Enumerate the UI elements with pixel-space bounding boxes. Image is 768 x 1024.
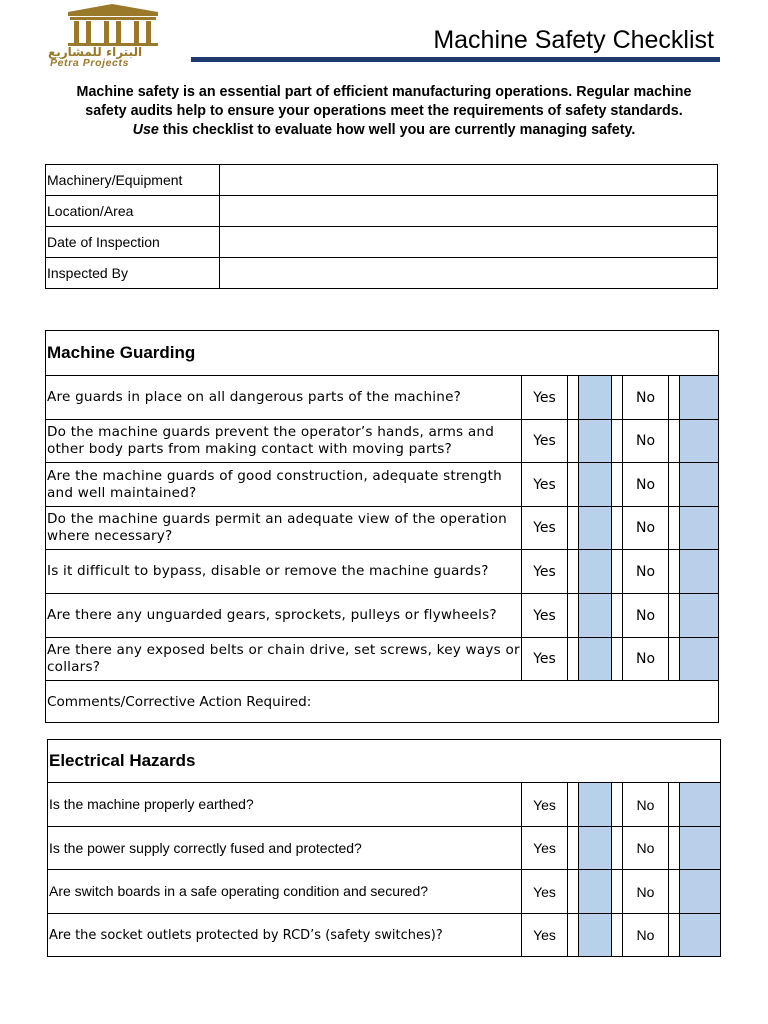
- yes-label: Yes: [522, 420, 568, 463]
- info-row: [46, 165, 718, 196]
- spacer-cell: [669, 870, 680, 914]
- machine-guarding-section: [45, 330, 719, 723]
- yes-checkbox[interactable]: [579, 507, 612, 550]
- no-checkbox[interactable]: [680, 638, 719, 681]
- comments-field[interactable]: Comments/Corrective Action Required:: [46, 681, 719, 723]
- spacer-cell: [568, 376, 579, 420]
- spacer-cell: [612, 638, 623, 681]
- title-rule: [191, 57, 720, 62]
- inspector-field[interactable]: [220, 258, 718, 289]
- section-heading: Electrical Hazards: [48, 740, 721, 783]
- intro-line-3-rest: this checklist to evaluate how well you are currently managing safety.: [158, 122, 636, 138]
- question-text: Are the machine guards of good construction, adequate strength and well maintained?: [46, 463, 522, 507]
- no-label: No: [623, 550, 669, 594]
- spacer-cell: [568, 914, 579, 957]
- no-checkbox[interactable]: [680, 870, 721, 914]
- spacer-cell: [669, 594, 680, 638]
- intro-line-1: Machine safety is an essential part of efficient manufacturing operations. Regular machine: [76, 84, 692, 100]
- info-label-date: Date of Inspection: [46, 227, 220, 258]
- question-row: [46, 550, 719, 594]
- no-checkbox[interactable]: [680, 550, 719, 594]
- intro-line-2: safety audits help to ensure your operations meet the requirements of safety standards.: [85, 103, 683, 119]
- question-row: [46, 376, 719, 420]
- spacer-cell: [669, 550, 680, 594]
- yes-label: Yes: [522, 638, 568, 681]
- question-text: Do the machine guards permit an adequate view of the operation where necessary?: [46, 507, 522, 550]
- question-row: [48, 827, 721, 870]
- question-row: [46, 594, 719, 638]
- no-label: No: [623, 783, 669, 827]
- spacer-cell: [612, 783, 623, 827]
- question-row: [46, 638, 719, 681]
- question-text: Is the power supply correctly fused and protected?: [48, 827, 522, 870]
- spacer-cell: [669, 420, 680, 463]
- spacer-cell: [612, 914, 623, 957]
- yes-checkbox[interactable]: [579, 376, 612, 420]
- intro-paragraph: [40, 83, 728, 140]
- question-row: [46, 463, 719, 507]
- spacer-cell: [568, 507, 579, 550]
- yes-label: Yes: [522, 507, 568, 550]
- yes-checkbox[interactable]: [579, 594, 612, 638]
- spacer-cell: [612, 550, 623, 594]
- spacer-cell: [568, 783, 579, 827]
- no-checkbox[interactable]: [680, 463, 719, 507]
- info-row: [46, 227, 718, 258]
- question-text: Are the socket outlets protected by RCD’s (safety switches)?: [48, 914, 522, 957]
- spacer-cell: [669, 827, 680, 870]
- question-row: [46, 420, 719, 463]
- section-header-row: [48, 740, 721, 783]
- electrical-hazards-section: [47, 739, 721, 957]
- no-label: No: [623, 507, 669, 550]
- intro-emphasis: Use: [132, 122, 159, 138]
- spacer-cell: [669, 914, 680, 957]
- question-text: Are there any exposed belts or chain drive, set screws, key ways or collars?: [46, 638, 522, 681]
- question-row: [48, 783, 721, 827]
- yes-label: Yes: [522, 463, 568, 507]
- info-label-location: Location/Area: [46, 196, 220, 227]
- intro-line-3: [40, 121, 728, 140]
- question-text: Is the machine properly earthed?: [48, 783, 522, 827]
- spacer-cell: [568, 870, 579, 914]
- section-heading: Machine Guarding: [46, 331, 719, 376]
- no-label: No: [623, 420, 669, 463]
- spacer-cell: [612, 870, 623, 914]
- location-field[interactable]: [220, 196, 718, 227]
- spacer-cell: [612, 376, 623, 420]
- no-checkbox[interactable]: [680, 507, 719, 550]
- yes-label: Yes: [522, 594, 568, 638]
- question-text: Are switch boards in a safe operating condition and secured?: [48, 870, 522, 914]
- yes-checkbox[interactable]: [579, 550, 612, 594]
- question-text: Are there any unguarded gears, sprockets, pulleys or flywheels?: [46, 594, 522, 638]
- page-title: Machine Safety Checklist: [433, 26, 714, 54]
- logo-arabic-text: البتراء للمشاريع: [48, 45, 143, 59]
- no-label: No: [623, 870, 669, 914]
- yes-label: Yes: [522, 827, 568, 870]
- comments-row: [46, 681, 719, 723]
- no-checkbox[interactable]: [680, 376, 719, 420]
- question-row: [48, 914, 721, 957]
- spacer-cell: [612, 420, 623, 463]
- question-row: [48, 870, 721, 914]
- question-text: Is it difficult to bypass, disable or remove the machine guards?: [46, 550, 522, 594]
- yes-label: Yes: [522, 550, 568, 594]
- question-text: Are guards in place on all dangerous parts of the machine?: [46, 376, 522, 420]
- spacer-cell: [568, 463, 579, 507]
- spacer-cell: [568, 594, 579, 638]
- spacer-cell: [568, 550, 579, 594]
- no-label: No: [623, 638, 669, 681]
- spacer-cell: [612, 594, 623, 638]
- logo-latin-text: Petra Projects: [50, 57, 130, 69]
- no-label: No: [623, 914, 669, 957]
- spacer-cell: [612, 463, 623, 507]
- yes-label: Yes: [522, 376, 568, 420]
- yes-checkbox[interactable]: [579, 638, 612, 681]
- no-label: No: [623, 463, 669, 507]
- spacer-cell: [669, 463, 680, 507]
- info-row: [46, 258, 718, 289]
- no-checkbox[interactable]: [680, 594, 719, 638]
- section-header-row: [46, 331, 719, 376]
- question-row: [46, 507, 719, 550]
- spacer-cell: [568, 420, 579, 463]
- no-label: No: [623, 376, 669, 420]
- yes-checkbox[interactable]: [579, 870, 612, 914]
- date-field[interactable]: [220, 227, 718, 258]
- spacer-cell: [612, 507, 623, 550]
- machinery-field[interactable]: [220, 165, 718, 196]
- yes-checkbox[interactable]: [579, 914, 612, 957]
- yes-checkbox[interactable]: [579, 827, 612, 870]
- yes-checkbox[interactable]: [579, 463, 612, 507]
- info-label-machinery: Machinery/Equipment: [46, 165, 220, 196]
- info-row: [46, 196, 718, 227]
- no-checkbox[interactable]: [680, 420, 719, 463]
- no-label: No: [623, 594, 669, 638]
- inspection-info-table: [45, 164, 718, 289]
- yes-label: Yes: [522, 870, 568, 914]
- no-checkbox[interactable]: [680, 783, 721, 827]
- yes-label: Yes: [522, 914, 568, 957]
- spacer-cell: [669, 376, 680, 420]
- spacer-cell: [612, 827, 623, 870]
- no-checkbox[interactable]: [680, 914, 721, 957]
- spacer-cell: [568, 827, 579, 870]
- yes-checkbox[interactable]: [579, 420, 612, 463]
- no-label: No: [623, 827, 669, 870]
- question-text: Do the machine guards prevent the operator’s hands, arms and other body parts from making contact with moving parts?: [46, 420, 522, 463]
- yes-checkbox[interactable]: [579, 783, 612, 827]
- info-label-inspector: Inspected By: [46, 258, 220, 289]
- spacer-cell: [669, 507, 680, 550]
- spacer-cell: [568, 638, 579, 681]
- yes-label: Yes: [522, 783, 568, 827]
- no-checkbox[interactable]: [680, 827, 721, 870]
- spacer-cell: [669, 638, 680, 681]
- spacer-cell: [669, 783, 680, 827]
